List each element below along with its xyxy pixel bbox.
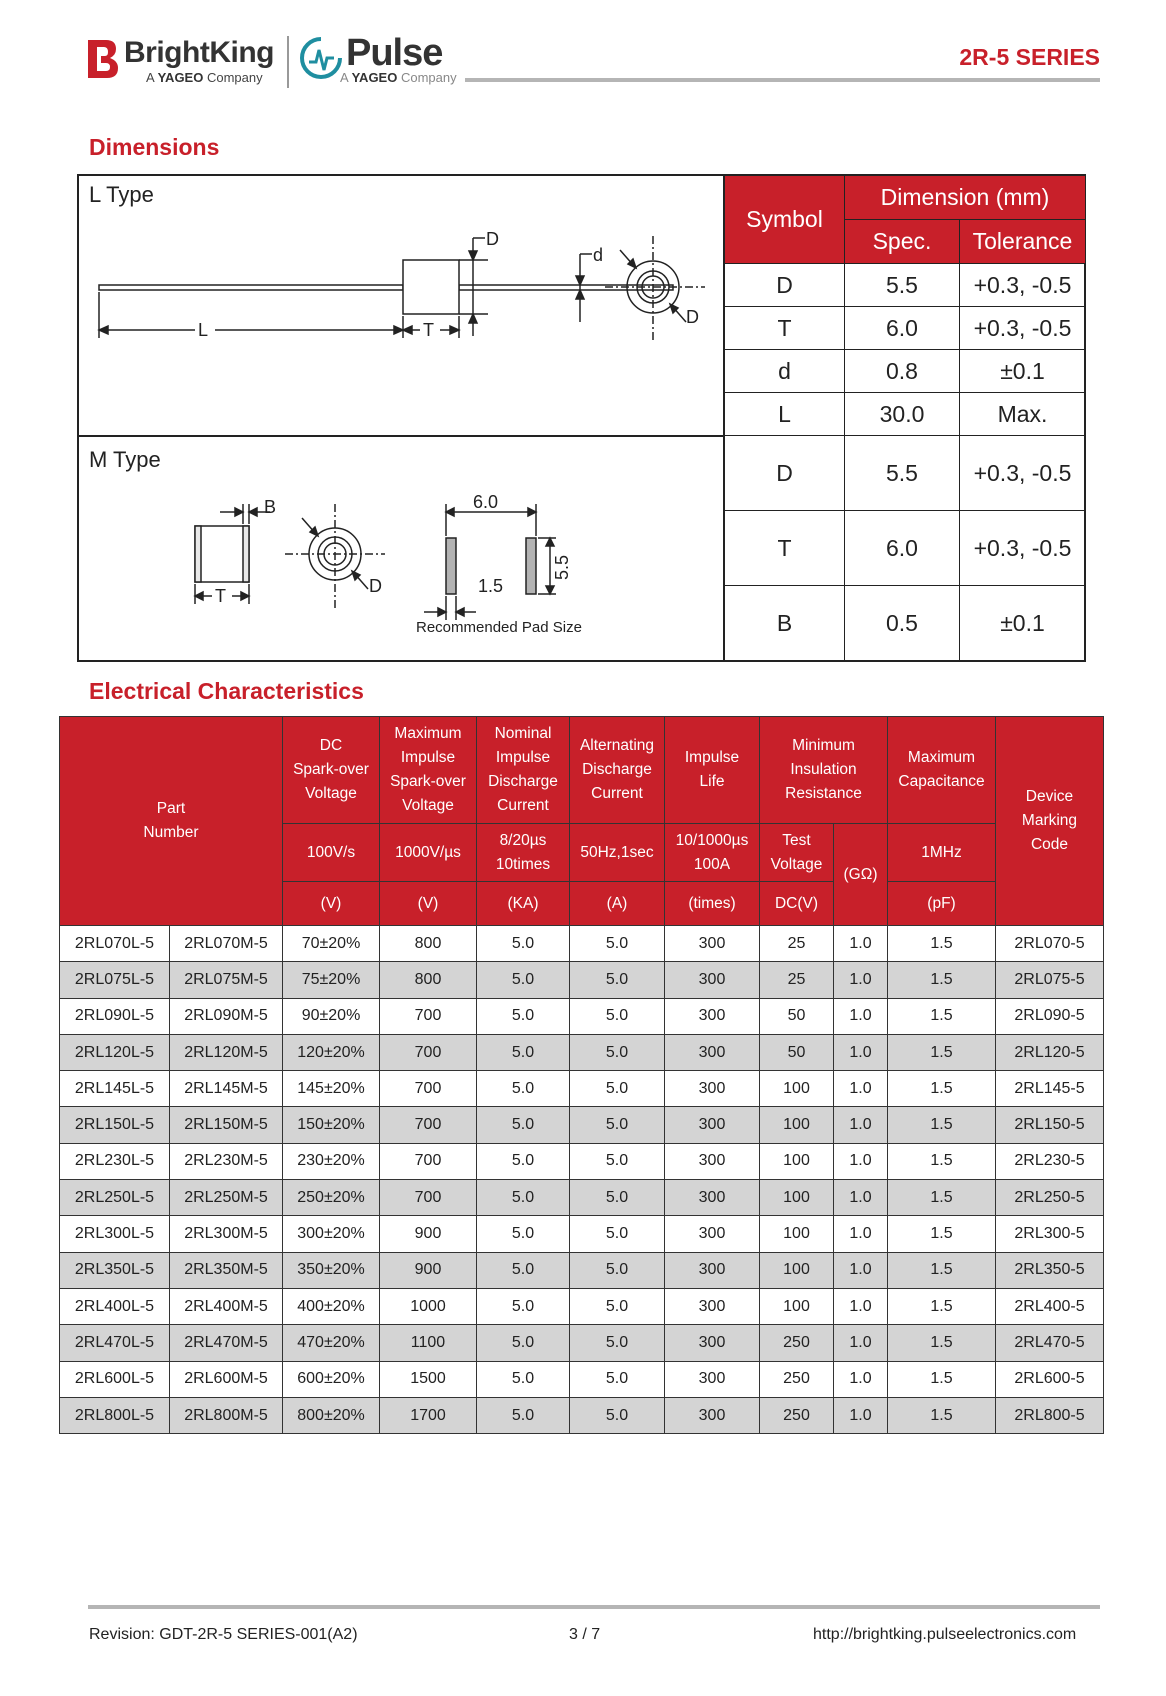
label-m-D: D (369, 576, 382, 596)
nominal-discharge-cell: 5.0 (477, 1325, 570, 1361)
part-number-m-cell: 2RL470M-5 (170, 1325, 283, 1361)
cond-test-voltage: Test Voltage (760, 824, 834, 882)
capacitance-cell: 1.5 (888, 962, 996, 998)
capacitance-cell: 1.5 (888, 1325, 996, 1361)
insulation-resistance-cell: 1.0 (834, 1252, 888, 1288)
pad-size-caption: Recommended Pad Size (416, 619, 582, 636)
dim-symbol-cell: T (725, 307, 845, 350)
pulse-name: Pulse (346, 32, 443, 74)
test-voltage-cell: 100 (760, 1216, 834, 1252)
dim-m-rows (725, 436, 1086, 661)
part-number-l-cell: 2RL150L-5 (60, 1107, 170, 1143)
dc-sparkover-cell: 600±20% (283, 1361, 380, 1397)
dc-sparkover-cell: 150±20% (283, 1107, 380, 1143)
device-marking-cell: 2RL250-5 (996, 1180, 1104, 1216)
nominal-discharge-cell: 5.0 (477, 1034, 570, 1070)
capacitance-cell: 1.5 (888, 1107, 996, 1143)
device-marking-cell: 2RL600-5 (996, 1361, 1104, 1397)
test-voltage-cell: 250 (760, 1397, 834, 1433)
alternating-discharge-cell: 5.0 (570, 1325, 665, 1361)
table-row (60, 1180, 1104, 1216)
test-voltage-cell: 100 (760, 1071, 834, 1107)
impulse-life-cell: 300 (665, 1034, 760, 1070)
table-row (60, 998, 1104, 1034)
dimension-table (724, 175, 1086, 661)
test-voltage-cell: 50 (760, 998, 834, 1034)
table-row (60, 962, 1104, 998)
insulation-resistance-cell: 1.0 (834, 1071, 888, 1107)
dim-l-rows (725, 264, 1086, 436)
insulation-resistance-cell: 1.0 (834, 1034, 888, 1070)
test-voltage-cell: 25 (760, 962, 834, 998)
max-impulse-cell: 1500 (380, 1361, 477, 1397)
nominal-discharge-cell: 5.0 (477, 1107, 570, 1143)
test-voltage-cell: 250 (760, 1361, 834, 1397)
device-marking-cell: 2RL300-5 (996, 1216, 1104, 1252)
impulse-life-cell: 300 (665, 1288, 760, 1324)
capacitance-cell: 1.5 (888, 1034, 996, 1070)
table-row (60, 1034, 1104, 1070)
alternating-discharge-cell: 5.0 (570, 1361, 665, 1397)
alternating-discharge-cell: 5.0 (570, 1180, 665, 1216)
dim-symbol-cell: B (725, 586, 845, 661)
dim-spec-cell: 6.0 (845, 307, 960, 350)
capacitance-cell: 1.5 (888, 1397, 996, 1433)
nominal-discharge-cell: 5.0 (477, 962, 570, 998)
part-number-m-cell: 2RL075M-5 (170, 962, 283, 998)
part-number-m-cell: 2RL400M-5 (170, 1288, 283, 1324)
impulse-life-cell: 300 (665, 962, 760, 998)
alternating-discharge-cell: 5.0 (570, 1034, 665, 1070)
max-impulse-cell: 700 (380, 1143, 477, 1179)
unit-dc: (V) (283, 882, 380, 926)
header-alternating: Alternating Discharge Current (570, 717, 665, 824)
dim-symbol-cell: L (725, 393, 845, 436)
dimension-row (725, 511, 1086, 586)
alternating-discharge-cell: 5.0 (570, 1216, 665, 1252)
l-type-drawing (90, 220, 710, 350)
dim-symbol-cell: D (725, 436, 845, 511)
part-number-l-cell: 2RL145L-5 (60, 1071, 170, 1107)
part-number-l-cell: 2RL075L-5 (60, 962, 170, 998)
header-tolerance: Tolerance (960, 220, 1086, 264)
impulse-life-cell: 300 (665, 998, 760, 1034)
impulse-life-cell: 300 (665, 926, 760, 962)
dimension-row (725, 393, 1086, 436)
label-pad-width: 6.0 (473, 492, 499, 512)
max-impulse-cell: 700 (380, 1180, 477, 1216)
part-number-m-cell: 2RL800M-5 (170, 1397, 283, 1433)
part-number-m-cell: 2RL145M-5 (170, 1071, 283, 1107)
part-number-m-cell: 2RL120M-5 (170, 1034, 283, 1070)
test-voltage-cell: 100 (760, 1107, 834, 1143)
alternating-discharge-cell: 5.0 (570, 1397, 665, 1433)
label-end-D: D (686, 307, 699, 327)
label-m-T: T (215, 586, 226, 606)
alternating-discharge-cell: 5.0 (570, 1107, 665, 1143)
table-row (60, 1361, 1104, 1397)
label-pad-gap: 1.5 (478, 576, 504, 596)
max-impulse-cell: 700 (380, 1107, 477, 1143)
l-type-label: L Type (89, 182, 154, 207)
impulse-life-cell: 300 (665, 1216, 760, 1252)
dc-sparkover-cell: 70±20% (283, 926, 380, 962)
max-impulse-cell: 1100 (380, 1325, 477, 1361)
electrical-table (59, 716, 1104, 1434)
nominal-discharge-cell: 5.0 (477, 1288, 570, 1324)
impulse-life-cell: 300 (665, 1252, 760, 1288)
table-row (60, 1397, 1104, 1433)
footer-page-number: 3 / 7 (569, 1626, 601, 1643)
header-nominal-discharge: Nominal Impulse Discharge Current (477, 717, 570, 824)
header-dimension: Dimension (mm) (845, 176, 1086, 220)
impulse-life-cell: 300 (665, 1071, 760, 1107)
dimensions-divider-horizontal (77, 435, 725, 437)
max-impulse-cell: 1000 (380, 1288, 477, 1324)
insulation-resistance-cell: 1.0 (834, 1143, 888, 1179)
dc-sparkover-cell: 400±20% (283, 1288, 380, 1324)
dc-sparkover-cell: 300±20% (283, 1216, 380, 1252)
insulation-resistance-cell: 1.0 (834, 1361, 888, 1397)
dimension-row (725, 436, 1086, 511)
test-voltage-cell: 25 (760, 926, 834, 962)
part-number-m-cell: 2RL300M-5 (170, 1216, 283, 1252)
nominal-discharge-cell: 5.0 (477, 1216, 570, 1252)
table-row (60, 1107, 1104, 1143)
part-number-l-cell: 2RL800L-5 (60, 1397, 170, 1433)
footer-rule (88, 1605, 1100, 1609)
alternating-discharge-cell: 5.0 (570, 962, 665, 998)
max-impulse-cell: 1700 (380, 1397, 477, 1433)
footer-url[interactable]: http://brightking.pulseelectronics.com (813, 1626, 1077, 1643)
insulation-resistance-cell: 1.0 (834, 1216, 888, 1252)
label-D: D (486, 229, 499, 249)
insulation-resistance-cell: 1.0 (834, 1325, 888, 1361)
label-L: L (198, 320, 209, 340)
series-title: 2R-5 SERIES (959, 44, 1100, 70)
label-pad-height: 5.5 (552, 554, 572, 580)
device-marking-cell: 2RL070-5 (996, 926, 1104, 962)
part-number-l-cell: 2RL070L-5 (60, 926, 170, 962)
cond-dc: 100V/s (283, 824, 380, 882)
part-number-l-cell: 2RL230L-5 (60, 1143, 170, 1179)
capacitance-cell: 1.5 (888, 998, 996, 1034)
pulse-subtitle: A YAGEO Company (340, 70, 457, 85)
dim-tolerance-cell: ±0.1 (960, 350, 1086, 393)
nominal-discharge-cell: 5.0 (477, 1361, 570, 1397)
dc-sparkover-cell: 90±20% (283, 998, 380, 1034)
impulse-life-cell: 300 (665, 1143, 760, 1179)
capacitance-cell: 1.5 (888, 1071, 996, 1107)
alternating-discharge-cell: 5.0 (570, 1071, 665, 1107)
unit-test-voltage: DC(V) (760, 882, 834, 926)
insulation-resistance-cell: 1.0 (834, 962, 888, 998)
m-type-label: M Type (89, 447, 161, 472)
impulse-life-cell: 300 (665, 1180, 760, 1216)
part-number-m-cell: 2RL150M-5 (170, 1107, 283, 1143)
table-row (60, 1143, 1104, 1179)
dc-sparkover-cell: 470±20% (283, 1325, 380, 1361)
alternating-discharge-cell: 5.0 (570, 1143, 665, 1179)
part-number-l-cell: 2RL470L-5 (60, 1325, 170, 1361)
dim-tolerance-cell: +0.3, -0.5 (960, 307, 1086, 350)
part-number-l-cell: 2RL400L-5 (60, 1288, 170, 1324)
dim-symbol-cell: D (725, 264, 845, 307)
cond-nominal: 8/20µs 10times (477, 824, 570, 882)
part-number-l-cell: 2RL250L-5 (60, 1180, 170, 1216)
device-marking-cell: 2RL350-5 (996, 1252, 1104, 1288)
m-type-drawing (180, 490, 640, 640)
header-dc-sparkover: DC Spark-over Voltage (283, 717, 380, 824)
cond-capacitance: 1MHz (888, 824, 996, 882)
test-voltage-cell: 100 (760, 1288, 834, 1324)
dim-symbol-cell: d (725, 350, 845, 393)
unit-gohm: (GΩ) (834, 824, 888, 926)
table-row (60, 1071, 1104, 1107)
dim-spec-cell: 30.0 (845, 393, 960, 436)
part-number-m-cell: 2RL090M-5 (170, 998, 283, 1034)
label-B: B (264, 497, 277, 517)
dc-sparkover-cell: 350±20% (283, 1252, 380, 1288)
cond-alternating: 50Hz,1sec (570, 824, 665, 882)
nominal-discharge-cell: 5.0 (477, 1252, 570, 1288)
part-number-l-cell: 2RL350L-5 (60, 1252, 170, 1288)
electrical-rows (60, 926, 1104, 1434)
header-min-insulation: Minimum Insulation Resistance (760, 717, 888, 824)
dimension-row (725, 307, 1086, 350)
alternating-discharge-cell: 5.0 (570, 926, 665, 962)
max-impulse-cell: 700 (380, 998, 477, 1034)
device-marking-cell: 2RL075-5 (996, 962, 1104, 998)
dc-sparkover-cell: 230±20% (283, 1143, 380, 1179)
unit-nominal: (KA) (477, 882, 570, 926)
label-d: d (593, 245, 604, 265)
alternating-discharge-cell: 5.0 (570, 998, 665, 1034)
dc-sparkover-cell: 145±20% (283, 1071, 380, 1107)
device-marking-cell: 2RL145-5 (996, 1071, 1104, 1107)
dim-spec-cell: 5.5 (845, 436, 960, 511)
brightking-name: BrightKing (124, 36, 274, 69)
max-impulse-cell: 800 (380, 926, 477, 962)
insulation-resistance-cell: 1.0 (834, 1288, 888, 1324)
nominal-discharge-cell: 5.0 (477, 998, 570, 1034)
dim-spec-cell: 0.5 (845, 586, 960, 661)
header-symbol: Symbol (725, 176, 845, 264)
part-number-l-cell: 2RL300L-5 (60, 1216, 170, 1252)
device-marking-cell: 2RL120-5 (996, 1034, 1104, 1070)
impulse-life-cell: 300 (665, 1107, 760, 1143)
impulse-life-cell: 300 (665, 1361, 760, 1397)
logo-divider (287, 36, 289, 88)
header-rule (465, 78, 1100, 82)
impulse-life-cell: 300 (665, 1397, 760, 1433)
capacitance-cell: 1.5 (888, 1252, 996, 1288)
header-device-marking: Device Marking Code (996, 717, 1104, 926)
dim-tolerance-cell: Max. (960, 393, 1086, 436)
device-marking-cell: 2RL230-5 (996, 1143, 1104, 1179)
dim-symbol-cell: T (725, 511, 845, 586)
nominal-discharge-cell: 5.0 (477, 1180, 570, 1216)
header-max-impulse: Maximum Impulse Spark-over Voltage (380, 717, 477, 824)
part-number-l-cell: 2RL600L-5 (60, 1361, 170, 1397)
unit-alternating: (A) (570, 882, 665, 926)
device-marking-cell: 2RL400-5 (996, 1288, 1104, 1324)
dim-tolerance-cell: +0.3, -0.5 (960, 511, 1086, 586)
test-voltage-cell: 100 (760, 1143, 834, 1179)
footer-revision: Revision: GDT-2R-5 SERIES-001(A2) (89, 1626, 358, 1643)
test-voltage-cell: 50 (760, 1034, 834, 1070)
max-impulse-cell: 900 (380, 1252, 477, 1288)
dimension-row (725, 264, 1086, 307)
test-voltage-cell: 250 (760, 1325, 834, 1361)
dim-tolerance-cell: +0.3, -0.5 (960, 264, 1086, 307)
table-row (60, 1288, 1104, 1324)
table-row (60, 1216, 1104, 1252)
table-row (60, 1252, 1104, 1288)
capacitance-cell: 1.5 (888, 1143, 996, 1179)
electrical-title: Electrical Characteristics (89, 678, 364, 704)
part-number-m-cell: 2RL070M-5 (170, 926, 283, 962)
table-row (60, 926, 1104, 962)
dimension-row (725, 586, 1086, 661)
dc-sparkover-cell: 120±20% (283, 1034, 380, 1070)
table-row (60, 1325, 1104, 1361)
dimensions-title: Dimensions (89, 134, 220, 160)
part-number-l-cell: 2RL120L-5 (60, 1034, 170, 1070)
part-number-m-cell: 2RL250M-5 (170, 1180, 283, 1216)
max-impulse-cell: 800 (380, 962, 477, 998)
unit-max-impulse: (V) (380, 882, 477, 926)
dc-sparkover-cell: 250±20% (283, 1180, 380, 1216)
capacitance-cell: 1.5 (888, 1361, 996, 1397)
brightking-subtitle: A YAGEO Company (146, 70, 263, 85)
capacitance-cell: 1.5 (888, 1180, 996, 1216)
device-marking-cell: 2RL090-5 (996, 998, 1104, 1034)
capacitance-cell: 1.5 (888, 926, 996, 962)
nominal-discharge-cell: 5.0 (477, 1143, 570, 1179)
cond-life: 10/1000µs 100A (665, 824, 760, 882)
dim-spec-cell: 6.0 (845, 511, 960, 586)
alternating-discharge-cell: 5.0 (570, 1252, 665, 1288)
device-marking-cell: 2RL470-5 (996, 1325, 1104, 1361)
dim-spec-cell: 0.8 (845, 350, 960, 393)
nominal-discharge-cell: 5.0 (477, 926, 570, 962)
impulse-life-cell: 300 (665, 1325, 760, 1361)
dim-tolerance-cell: ±0.1 (960, 586, 1086, 661)
dc-sparkover-cell: 75±20% (283, 962, 380, 998)
insulation-resistance-cell: 1.0 (834, 926, 888, 962)
nominal-discharge-cell: 5.0 (477, 1071, 570, 1107)
capacitance-cell: 1.5 (888, 1288, 996, 1324)
header-max-capacitance: Maximum Capacitance (888, 717, 996, 824)
part-number-m-cell: 2RL230M-5 (170, 1143, 283, 1179)
device-marking-cell: 2RL150-5 (996, 1107, 1104, 1143)
unit-capacitance: (pF) (888, 882, 996, 926)
device-marking-cell: 2RL800-5 (996, 1397, 1104, 1433)
max-impulse-cell: 900 (380, 1216, 477, 1252)
label-T: T (423, 320, 434, 340)
header-part-number: Part Number (60, 717, 283, 926)
dimension-row (725, 350, 1086, 393)
insulation-resistance-cell: 1.0 (834, 998, 888, 1034)
part-number-m-cell: 2RL600M-5 (170, 1361, 283, 1397)
nominal-discharge-cell: 5.0 (477, 1397, 570, 1433)
capacitance-cell: 1.5 (888, 1216, 996, 1252)
test-voltage-cell: 100 (760, 1252, 834, 1288)
cond-max-impulse: 1000V/µs (380, 824, 477, 882)
dim-spec-cell: 5.5 (845, 264, 960, 307)
dc-sparkover-cell: 800±20% (283, 1397, 380, 1433)
test-voltage-cell: 100 (760, 1180, 834, 1216)
alternating-discharge-cell: 5.0 (570, 1288, 665, 1324)
max-impulse-cell: 700 (380, 1034, 477, 1070)
insulation-resistance-cell: 1.0 (834, 1107, 888, 1143)
insulation-resistance-cell: 1.0 (834, 1180, 888, 1216)
insulation-resistance-cell: 1.0 (834, 1397, 888, 1433)
part-number-l-cell: 2RL090L-5 (60, 998, 170, 1034)
header-spec: Spec. (845, 220, 960, 264)
pulse-swoosh-logo-icon (300, 36, 342, 82)
part-number-m-cell: 2RL350M-5 (170, 1252, 283, 1288)
dim-tolerance-cell: +0.3, -0.5 (960, 436, 1086, 511)
max-impulse-cell: 700 (380, 1071, 477, 1107)
unit-life: (times) (665, 882, 760, 926)
brightking-b-logo-icon (88, 40, 118, 78)
header-impulse-life: Impulse Life (665, 717, 760, 824)
